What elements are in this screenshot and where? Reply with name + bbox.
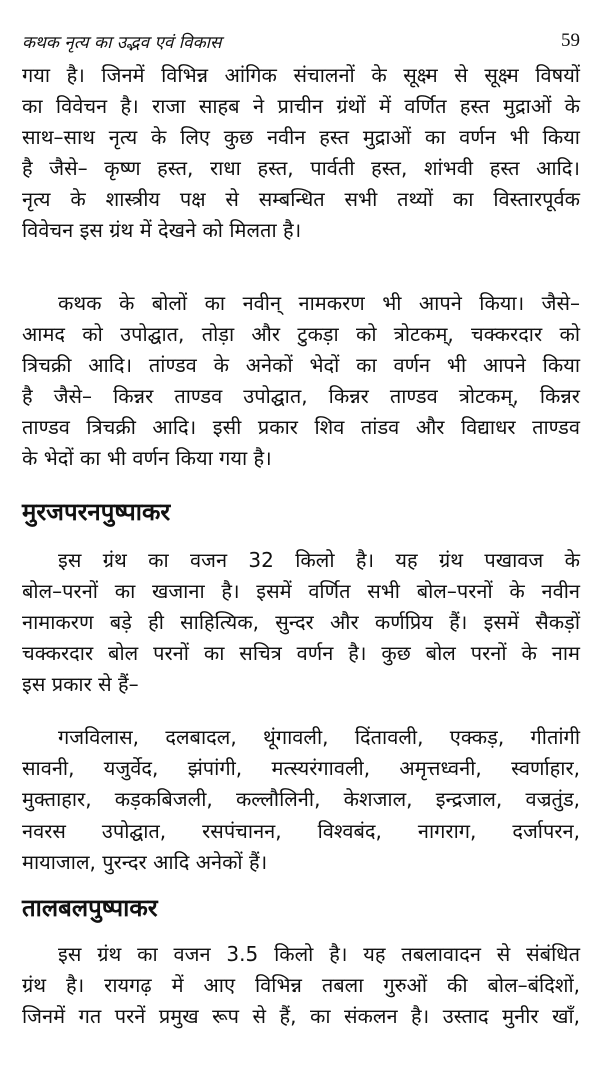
text-line: कथक के बोलों का नवीन् नामकरण भी आपने किया। जैसे– (58, 291, 580, 315)
section-heading: तालबलपुष्पाकर (22, 894, 158, 922)
text-line: साथ–साथ नृत्य के लिए कुछ नवीन हस्त मुद्राओं का वर्णन भी किया (22, 125, 580, 149)
text-line: मायाजाल, पुरन्दर आदि अनेकों हैं। (22, 850, 268, 874)
text-line: गया है। जिनमें विभिन्न आंगिक संचालनों के सूक्ष्म से सूक्ष्म विषयों (22, 63, 580, 87)
text-line: आमद को उपोद्घात, तोड़ा और टुकड़ा को त्रोटकम्, चक्करदार को (22, 322, 580, 346)
text-line: सावनी, यजुर्वेद, झंपांगी, मत्स्यरंगावली, अमृत्तध्वनी, स्वर्णाहार, (22, 756, 580, 780)
text-line: गजविलास, दलबादल, थूंगावली, दिंतावली, एक्कड़, गीतांगी (58, 725, 580, 749)
text-line: विवेचन इस ग्रंथ में देखने को मिलता है। (22, 218, 302, 242)
text-line: ग्रंथ है। रायगढ़ में आए विभिन्न तबला गुरुओं की बोल–बंदिशों, (22, 973, 580, 997)
text-line: है जैसे– कृष्ण हस्त, राधा हस्त, पार्वती हस्त, शांभवी हस्त आदि। (22, 156, 580, 180)
text-line: इस ग्रंथ का वजन 3.5 किलो है। यह तबलावादन से संबंधित (58, 942, 580, 966)
text-line: मुक्ताहार, कड़कबिजली, कल्लौलिनी, केशजाल, इन्द्रजाल, वज्रतुंड, (22, 787, 580, 811)
text-line: नवरस उपोद्घात, रसपंचानन, विश्वबंद, नागराग, दर्जापरन, (22, 819, 580, 843)
text-line: है जैसे– किन्नर ताण्डव उपोद्घात, किन्नर ताण्डव त्रोटकम्, किन्नर (22, 384, 580, 408)
text-line: त्रिचक्री आदि। तांण्डव के अनेकों भेदों का वर्णन भी आपने किया (22, 353, 580, 377)
running-header-title: कथक नृत्य का उद्भव एवं विकास (22, 33, 222, 53)
text-line: ताण्डव त्रिचक्री आदि। इसी प्रकार शिव तांडव और विद्याधर ताण्डव (22, 415, 580, 439)
text-line: का विवेचन है। राजा साहब ने प्राचीन ग्रंथों में वर्णित हस्त मुद्राओं के (22, 94, 580, 118)
text-line: जिनमें गत परनें प्रमुख रूप से हैं, का संकलन है। उस्ताद मुनीर खाँ, (22, 1004, 580, 1028)
text-line: इस ग्रंथ का वजन 32 किलो है। यह ग्रंथ पखावज के (58, 548, 580, 572)
text-line: चक्करदार बोल परनों का सचित्र वर्णन है। कुछ बोल परनों के नाम (22, 641, 580, 665)
text-line: के भेदों का भी वर्णन किया गया है। (22, 446, 272, 470)
section-heading: मुरजपरनपुष्पाकर (22, 498, 171, 526)
text-line: नामाकरण बड़े ही साहित्यिक, सुन्दर और कर्णप्रिय हैं। इसमें सैकड़ों (22, 610, 580, 634)
text-line: इस प्रकार से हैं– (22, 672, 139, 696)
text-line: बोल–परनों का खजाना है। इसमें वर्णित सभी बोल–परनों के नवीन (22, 579, 580, 603)
page-number: 59 (561, 30, 580, 51)
text-line: नृत्य के शास्त्रीय पक्ष से सम्बन्धित सभी तथ्यों का विस्तारपूर्वक (22, 187, 580, 211)
